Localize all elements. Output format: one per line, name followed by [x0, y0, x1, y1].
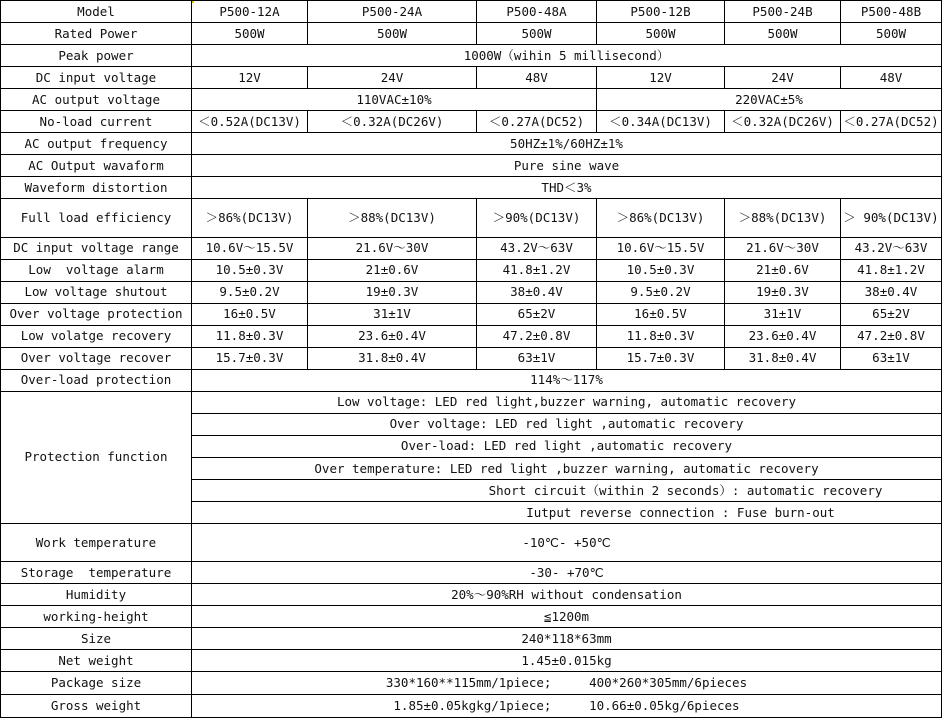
cell: 16±0.5V — [597, 303, 725, 325]
cell: ＜0.27A(DC52) — [477, 111, 597, 133]
cell: 16±0.5V — [192, 303, 308, 325]
cell: 19±0.3V — [308, 281, 477, 303]
cell: 11.8±0.3V — [597, 325, 725, 347]
model-name: P500-12A — [192, 1, 308, 23]
row-label: AC Output wavaform — [1, 155, 192, 177]
cell: 21.6V～30V — [725, 237, 841, 259]
row-label: Over-load protection — [1, 369, 192, 391]
cell: ＜0.32A(DC26V) — [308, 111, 477, 133]
cell: 23.6±0.4V — [308, 325, 477, 347]
cell: 1.85±0.05kgkg/1piece; 10.66±0.05kg/6pieces — [192, 694, 942, 718]
cell: 47.2±0.8V — [477, 325, 597, 347]
cell: ＞88%(DC13V) — [308, 199, 477, 237]
cell: 31.8±0.4V — [725, 347, 841, 369]
row-label: Size — [1, 628, 192, 650]
protection-line: Over voltage: LED red light ,automatic recovery — [192, 413, 942, 435]
cell: ＞86%(DC13V) — [192, 199, 308, 237]
cell: 65±2V — [841, 303, 942, 325]
cell: 15.7±0.3V — [597, 347, 725, 369]
cell: 12V — [597, 67, 725, 89]
model-name: P500-12B — [597, 1, 725, 23]
cell: 10.6V～15.5V — [597, 237, 725, 259]
over-voltage-protection-row — [1, 303, 942, 325]
cell: 12V — [192, 67, 308, 89]
row-label: AC output voltage — [1, 89, 192, 111]
cell: 19±0.3V — [725, 281, 841, 303]
cell: THD＜3% — [192, 177, 942, 199]
size-row — [1, 628, 942, 650]
package-size-row — [1, 672, 942, 694]
cell: -10℃- +50℃ — [192, 524, 942, 562]
cell: 1000W（wihin 5 millisecond） — [192, 45, 942, 67]
model-name: P500-48A — [477, 1, 597, 23]
row-label: Low volatge recovery — [1, 325, 192, 347]
protection-line: Short circuit（within 2 seconds）: automatic recovery — [192, 480, 942, 502]
cell: ＞ 90%(DC13V) — [841, 199, 942, 237]
cell: ＜0.27A(DC52) — [841, 111, 942, 133]
protection-function-row — [1, 391, 942, 413]
row-label: Waveform distortion — [1, 177, 192, 199]
cell: 24V — [308, 67, 477, 89]
cell: ＜0.52A(DC13V) — [192, 111, 308, 133]
waveform-distortion-row — [1, 177, 942, 199]
row-label: No-load current — [1, 111, 192, 133]
cell: 500W — [597, 23, 725, 45]
low-voltage-alarm-row — [1, 259, 942, 281]
row-label: Over voltage recover — [1, 347, 192, 369]
dc-input-voltage-row — [1, 67, 942, 89]
cell: 20%～90%RH without condensation — [192, 584, 942, 606]
row-label: Storage temperature — [1, 562, 192, 584]
storage-temperature-row — [1, 562, 942, 584]
cell: 9.5±0.2V — [192, 281, 308, 303]
cell: 41.8±1.2V — [477, 259, 597, 281]
cell: 48V — [477, 67, 597, 89]
cell: ＞90%(DC13V) — [477, 199, 597, 237]
working-height-row — [1, 606, 942, 628]
cell: 47.2±0.8V — [841, 325, 942, 347]
cell: 65±2V — [477, 303, 597, 325]
row-label: AC output frequency — [1, 133, 192, 155]
net-weight-row — [1, 650, 942, 672]
cell: 500W — [308, 23, 477, 45]
cell: ＞86%(DC13V) — [597, 199, 725, 237]
cell: Pure sine wave — [192, 155, 942, 177]
row-label: Package size — [1, 672, 192, 694]
overload-protection-row — [1, 369, 942, 391]
low-voltage-shutout-row — [1, 281, 942, 303]
row-label: Low voltage shutout — [1, 281, 192, 303]
cell: 24V — [725, 67, 841, 89]
row-label: DC input voltage — [1, 67, 192, 89]
humidity-row — [1, 584, 942, 606]
cell: 10.5±0.3V — [192, 259, 308, 281]
protection-line: Over temperature: LED red light ,buzzer warning, automatic recovery — [192, 457, 942, 479]
row-label: Full load efficiency — [1, 199, 192, 237]
row-label: Work temperature — [1, 524, 192, 562]
cell: 240*118*63mm — [192, 628, 942, 650]
cell: 21±0.6V — [308, 259, 477, 281]
cell: 10.5±0.3V — [597, 259, 725, 281]
cell: 9.5±0.2V — [597, 281, 725, 303]
cell: 220VAC±5% — [597, 89, 942, 111]
model-name: P500-24A — [308, 1, 477, 23]
model-name: P500-24B — [725, 1, 841, 23]
row-label: working-height — [1, 606, 192, 628]
low-voltage-recovery-row — [1, 325, 942, 347]
row-label: Low voltage alarm — [1, 259, 192, 281]
model-row — [1, 1, 942, 23]
row-label: Peak power — [1, 45, 192, 67]
cell: 11.8±0.3V — [192, 325, 308, 347]
cell: -30- +70℃ — [192, 562, 942, 584]
row-label: DC input voltage range — [1, 237, 192, 259]
cell: 48V — [841, 67, 942, 89]
cell: 50HZ±1%/60HZ±1% — [192, 133, 942, 155]
cell: 500W — [477, 23, 597, 45]
row-label: Gross weight — [1, 694, 192, 718]
ac-output-voltage-row — [1, 89, 942, 111]
full-load-efficiency-row — [1, 199, 942, 237]
cell: 63±1V — [477, 347, 597, 369]
cell: 500W — [841, 23, 942, 45]
cell: ≦1200m — [192, 606, 942, 628]
cell: 500W — [725, 23, 841, 45]
ac-output-frequency-row — [1, 133, 942, 155]
cell: 41.8±1.2V — [841, 259, 942, 281]
cell: 63±1V — [841, 347, 942, 369]
cell: 15.7±0.3V — [192, 347, 308, 369]
cell: 31.8±0.4V — [308, 347, 477, 369]
cell: 500W — [192, 23, 308, 45]
protection-line: Low voltage: LED red light,buzzer warning, automatic recovery — [192, 391, 942, 413]
cell: 23.6±0.4V — [725, 325, 841, 347]
row-label: Humidity — [1, 584, 192, 606]
cell: 38±0.4V — [841, 281, 942, 303]
cell: 1.45±0.015kg — [192, 650, 942, 672]
cell: 21±0.6V — [725, 259, 841, 281]
cell: 31±1V — [725, 303, 841, 325]
cell: 31±1V — [308, 303, 477, 325]
cell: ＞88%(DC13V) — [725, 199, 841, 237]
cell: 43.2V～63V — [841, 237, 942, 259]
over-voltage-recover-row — [1, 347, 942, 369]
row-label: Protection function — [1, 391, 192, 523]
cell: 21.6V～30V — [308, 237, 477, 259]
row-label: Rated Power — [1, 23, 192, 45]
protection-line: Iutput reverse connection : Fuse burn-out — [192, 502, 942, 524]
cell: ＜0.32A(DC26V) — [725, 111, 841, 133]
model-name: P500-48B — [841, 1, 942, 23]
cell: 330*160**115mm/1piece; 400*260*305mm/6pieces — [192, 672, 942, 694]
ac-output-waveform-row — [1, 155, 942, 177]
cell: ＜0.34A(DC13V) — [597, 111, 725, 133]
cell: 38±0.4V — [477, 281, 597, 303]
work-temperature-row — [1, 524, 942, 562]
row-label: Net weight — [1, 650, 192, 672]
cell: 114%～117% — [192, 369, 942, 391]
cell: 110VAC±10% — [192, 89, 597, 111]
gross-weight-row — [1, 694, 942, 718]
row-label: Over voltage protection — [1, 303, 192, 325]
no-load-current-row — [1, 111, 942, 133]
rated-power-row — [1, 23, 942, 45]
header-label: Model — [1, 1, 192, 23]
dc-input-range-row — [1, 237, 942, 259]
protection-line: Over-load: LED red light ,automatic recovery — [192, 435, 942, 457]
cell: 10.6V～15.5V — [192, 237, 308, 259]
cell: 43.2V～63V — [477, 237, 597, 259]
peak-power-row — [1, 45, 942, 67]
